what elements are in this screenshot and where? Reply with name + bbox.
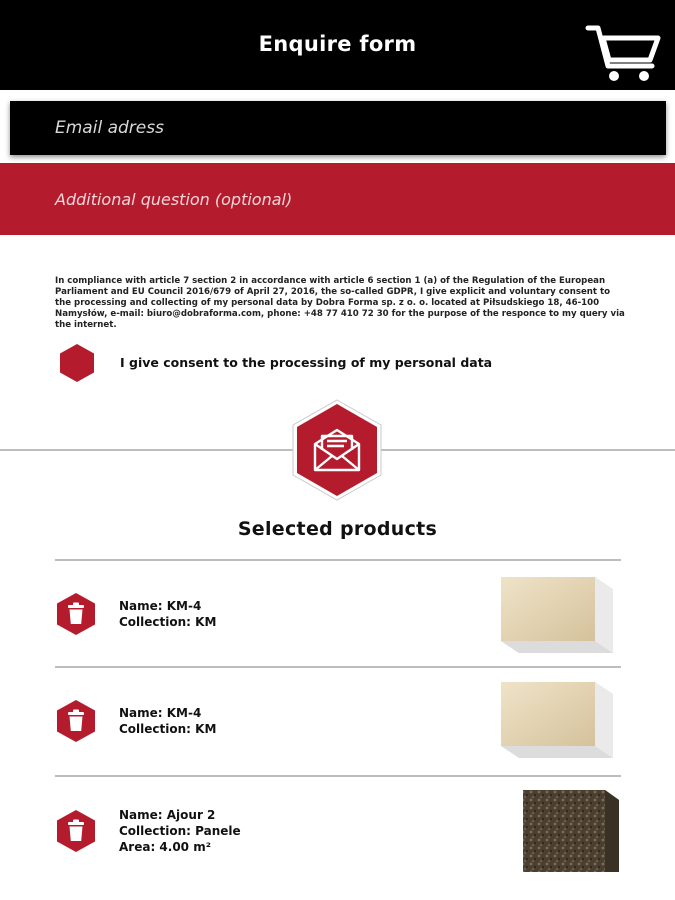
question-field-container: [0, 163, 675, 235]
product-area: Area: 4.00 m²: [119, 840, 211, 854]
product-name: Name: Ajour 2: [119, 808, 216, 822]
product-image: [499, 569, 615, 655]
cart-icon[interactable]: [586, 22, 660, 84]
divider: [0, 449, 300, 451]
product-info: [119, 705, 216, 737]
consent-label[interactable]: I give consent to the processing of my personal data: [120, 355, 493, 370]
send-enquiry-button[interactable]: [290, 398, 384, 502]
product-info: [119, 807, 241, 855]
product-name: Name: KM-4: [119, 706, 202, 720]
delete-product-button[interactable]: [55, 809, 97, 853]
selected-products-title: Selected products: [237, 518, 438, 540]
product-name: Name: KM-4: [119, 599, 202, 613]
product-row: [55, 778, 621, 886]
product-collection: Collection: KM: [119, 615, 217, 629]
product-row: [55, 668, 621, 776]
product-info: [119, 598, 216, 630]
additional-question-field[interactable]: [0, 163, 675, 235]
consent-checkbox[interactable]: [57, 343, 97, 383]
product-collection: Collection: KM: [119, 722, 217, 736]
product-row: [55, 561, 621, 669]
product-image: [499, 674, 615, 760]
email-field[interactable]: [10, 101, 666, 155]
delete-product-button[interactable]: [55, 592, 97, 636]
delete-product-button[interactable]: [55, 699, 97, 743]
divider: [380, 449, 675, 451]
gdpr-legal-text: In compliance with article 7 section 2 in accordance with article 6 section 1 (a) of the Regulation of the European Parliament and EU Council 2016/679 of April 27, 2016, the so-called GDPR, I give explicit and voluntary consent to the processing and collecting of my personal data by Dobra Forma sp. z o. o. located at Piłsudskiego 18, 46-100 Namysłów, e-mail: biuro@dobraforma.com, phone: +48 77 410 72 30 for the purpose of the responce to my query via the internet.: [55, 276, 625, 330]
email-field-container: [10, 101, 666, 155]
product-image: [521, 782, 621, 872]
page-title: Enquire form: [258, 32, 417, 56]
header-bar: [0, 0, 675, 90]
product-list-viewport: [0, 776, 675, 854]
product-collection: Collection: Panele: [119, 824, 241, 838]
